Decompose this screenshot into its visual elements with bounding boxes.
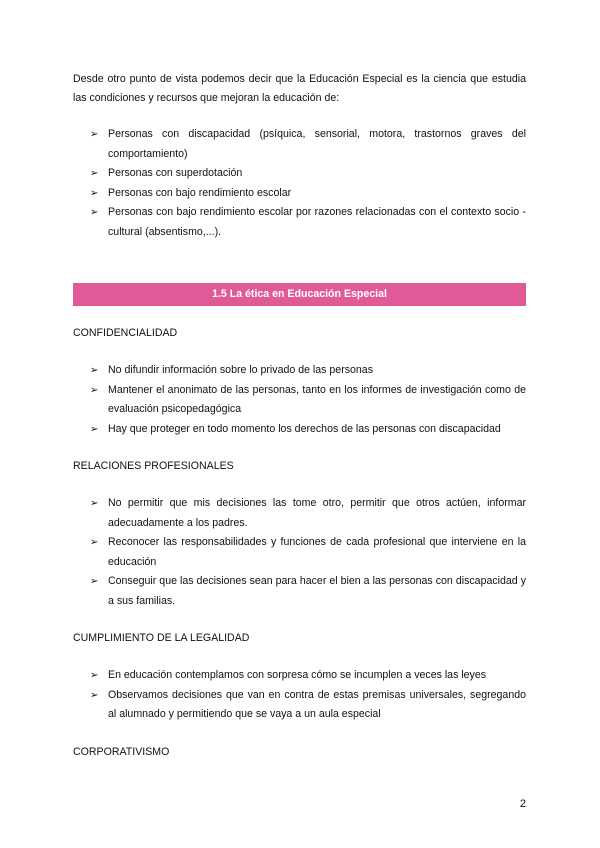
legalidad-list xyxy=(90,666,526,725)
list-item: ➢ En educación contemplamos con sorpresa cómo se incumplen a veces las leyes xyxy=(90,666,526,686)
arrow-bullet-icon: ➢ xyxy=(90,365,99,376)
list-item: ➢ Conseguir que las decisiones sean para hacer el bien a las personas con discapacidad y a sus familias. xyxy=(90,572,526,611)
arrow-bullet-icon: ➢ xyxy=(90,129,99,140)
list-item: ➢ Observamos decisiones que van en contra de estas premisas universales, segregando al alumnado y permitiendo que se vaya a un aula especial xyxy=(90,686,526,725)
intro-list xyxy=(90,125,526,242)
list-item: ➢ Hay que proteger en todo momento los derechos de las personas con discapacidad xyxy=(90,420,526,440)
arrow-bullet-icon: ➢ xyxy=(90,168,99,179)
list-item: ➢ No difundir información sobre lo privado de las personas xyxy=(90,361,526,381)
arrow-bullet-icon: ➢ xyxy=(90,498,99,509)
arrow-bullet-icon: ➢ xyxy=(90,576,99,587)
list-item: ➢ Personas con bajo rendimiento escolar xyxy=(90,184,526,204)
list-item: ➢ Reconocer las responsabilidades y funciones de cada profesional que interviene en la educación xyxy=(90,533,526,572)
arrow-bullet-icon: ➢ xyxy=(90,187,99,199)
list-item: ➢ No permitir que mis decisiones las tome otro, permitir que otros actúen, informar adecuadamente a los padres. xyxy=(90,494,526,533)
list-item: ➢ Personas con superdotación xyxy=(90,164,526,184)
list-item: ➢ Personas con bajo rendimiento escolar por razones relacionadas con el contexto socio - cultural (absentismo,...). xyxy=(90,203,526,242)
relaciones-list xyxy=(90,494,526,611)
page-number: 2 xyxy=(519,798,526,810)
arrow-bullet-icon: ➢ xyxy=(90,423,99,435)
arrow-bullet-icon: ➢ xyxy=(90,689,99,701)
list-item: ➢ Mantener el anonimato de las personas, tanto en los informes de investigación como de evaluación psicopedagógica xyxy=(90,381,526,420)
heading-cumplimiento-legalidad: CUMPLIMIENTO DE LA LEGALIDAD xyxy=(73,632,250,644)
arrow-bullet-icon: ➢ xyxy=(90,537,99,548)
list-item: ➢ Personas con discapacidad (psíquica, sensorial, motora, trastornos graves del comportamiento) xyxy=(90,125,526,164)
heading-relaciones-profesionales: RELACIONES PROFESIONALES xyxy=(73,460,234,472)
heading-corporativismo: CORPORATIVISMO xyxy=(73,746,170,758)
arrow-bullet-icon: ➢ xyxy=(90,384,99,396)
arrow-bullet-icon: ➢ xyxy=(90,670,99,681)
section-title-banner: 1.5 La ética en Educación Especial xyxy=(73,283,526,306)
heading-confidencialidad: CONFIDENCIALIDAD xyxy=(73,327,178,339)
intro-paragraph: Desde otro punto de vista podemos decir que la Educación Especial es la ciencia que estudia las condiciones y recursos que mejoran la educación de: xyxy=(73,73,526,104)
confidencialidad-list xyxy=(90,361,526,439)
arrow-bullet-icon: ➢ xyxy=(90,207,99,218)
